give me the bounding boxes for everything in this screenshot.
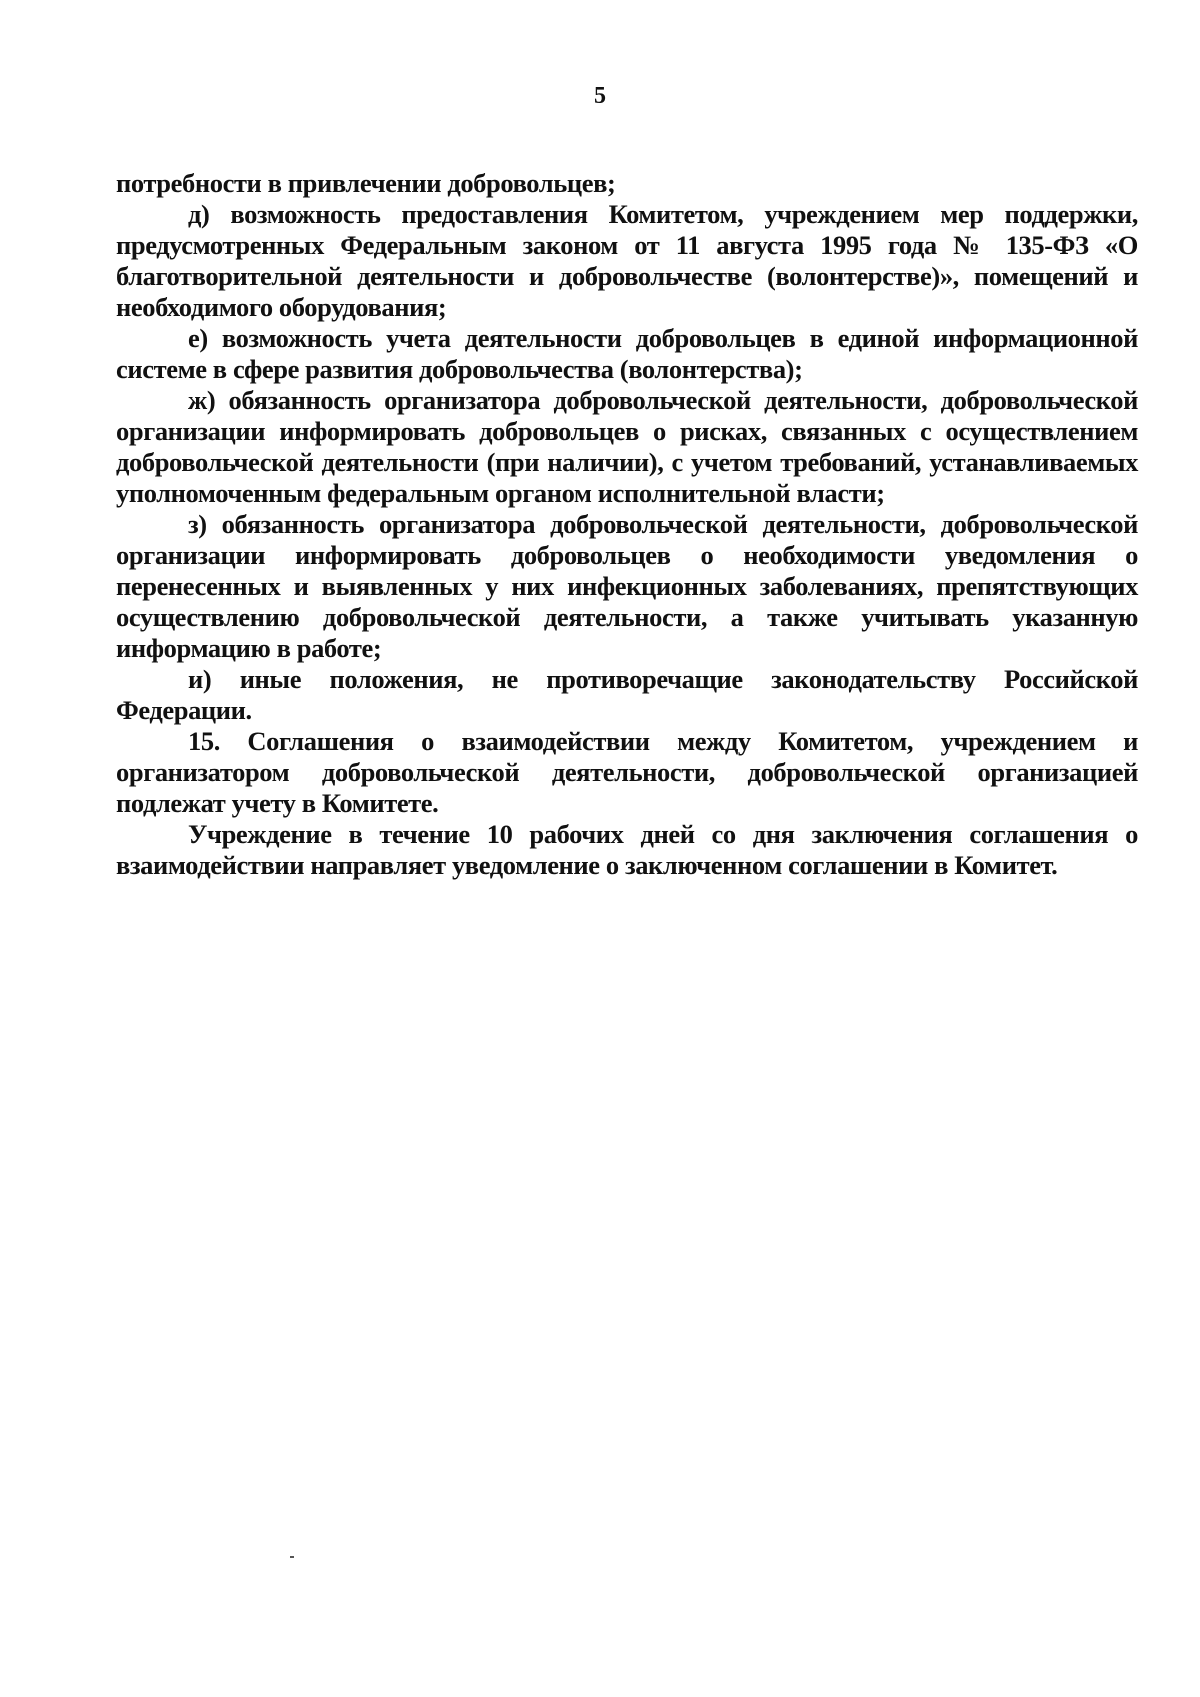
page-number: 5 <box>594 83 606 109</box>
paragraph-continuation: потребности в привлечении добровольцев; <box>116 168 616 198</box>
paragraph-item-z: з) обязанность организатора добровольческой деятельности, добровольческой организации информировать добровольцев о необходимости уведомления о перенесенных и выявленных у них инфекционных заболеваниях, препятствующих осуществлению добровольческой деятельности, а также учитывать указанную информацию в работе; <box>116 509 1138 663</box>
paragraph-item-zh: ж) обязанность организатора добровольческой деятельности, добровольческой организации информировать добровольцев о рисках, связанных с осуществлением добровольческой деятельности (при наличии), с учетом требований, устанавливаемых уполномоченным федеральным органом исполнительной власти; <box>116 385 1138 508</box>
paragraph-notification: Учреждение в течение 10 рабочих дней со дня заключения соглашения о взаимодействии направляет уведомление о заключенном соглашении в Комитет. <box>116 819 1138 880</box>
scan-speck <box>290 1556 294 1558</box>
paragraph-item-i: и) иные положения, не противоречащие законодательству Российской Федерации. <box>116 664 1138 725</box>
paragraph-clause-15: 15. Соглашения о взаимодействии между Комитетом, учреждением и организатором добровольческой деятельности, добровольческой организацией подлежат учету в Комитете. <box>116 726 1138 818</box>
document-body <box>116 168 1138 881</box>
paragraph-item-e: е) возможность учета деятельности добровольцев в единой информационной системе в сфере развития добровольчества (волонтерства); <box>116 323 1138 384</box>
paragraph-item-d: д) возможность предоставления Комитетом, учреждением мер поддержки, предусмотренных Федеральным законом от 11 августа 1995 года № 135-ФЗ «О благотворительной деятельности и добровольчестве (волонтерстве)», помещений и необходимого оборудования; <box>116 199 1138 322</box>
